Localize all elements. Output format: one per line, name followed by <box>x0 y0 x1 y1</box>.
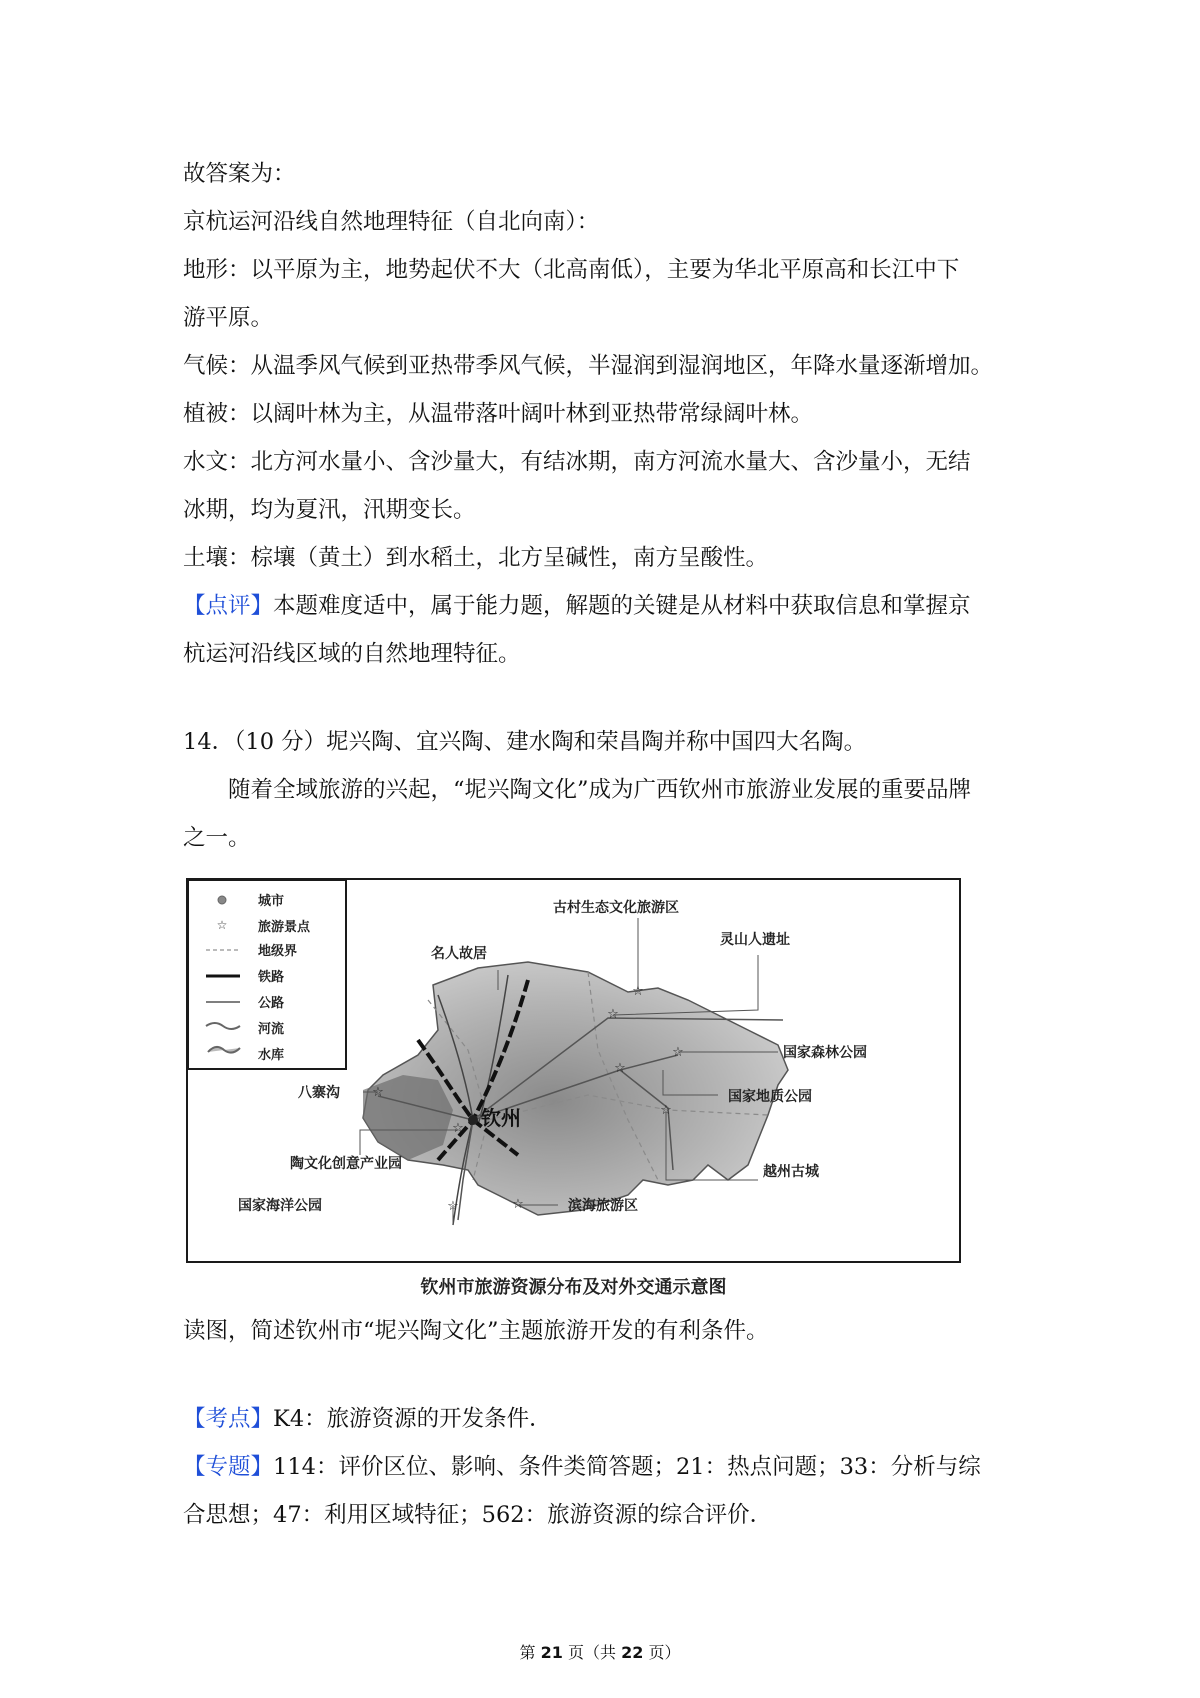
label-yuezhou: 越州古城 <box>763 1164 819 1180</box>
kaodian-tag: 【考点】 <box>183 1406 274 1432</box>
question-14-ask: 读图，简述钦州市“坭兴陶文化”主题旅游开发的有利条件。 <box>183 1318 769 1344</box>
page-footer <box>0 1640 1200 1663</box>
footer-mid: 页（共 <box>567 1643 616 1662</box>
city-marker-qinzhou <box>468 1115 478 1125</box>
footer-total-pages: 22 <box>621 1643 644 1662</box>
label-senlin: 国家森林公园 <box>783 1045 867 1061</box>
comment-line-1 <box>183 582 1028 630</box>
label-mingren: 名人故居 <box>431 946 487 962</box>
hydrology-line-2: 冰期，均为夏汛，汛期变长。 <box>183 497 476 523</box>
legend-river: 河流 <box>258 1022 285 1037</box>
footer-prefix: 第 <box>519 1643 536 1662</box>
legend-road: 公路 <box>258 996 285 1011</box>
svg-text:☆: ☆ <box>614 1061 626 1076</box>
svg-text:☆: ☆ <box>607 1007 619 1022</box>
label-gucun: 古村生态文化旅游区 <box>553 900 679 916</box>
answer-intro: 故答案为： <box>183 161 296 187</box>
kaodian-line <box>183 1395 1028 1443</box>
svg-text:☆: ☆ <box>632 984 644 999</box>
label-binhai: 滨海旅游区 <box>568 1198 638 1214</box>
question-14-para-2: 之一。 <box>183 825 251 851</box>
legend-city: 城市 <box>258 894 285 909</box>
vegetation-line: 植被：以阔叶林为主，从温带落叶阔叶林到亚热带常绿阔叶林。 <box>183 401 814 427</box>
footer-suffix: 页） <box>648 1643 681 1662</box>
label-bazhai: 八寨沟 <box>298 1085 340 1101</box>
svg-text:☆: ☆ <box>672 1045 684 1060</box>
kaodian-text: K4：旅游资源的开发条件． <box>273 1406 552 1432</box>
legend-scenic: 旅游景点 <box>258 920 311 935</box>
zhuanti-text-1: 114：评价区位、影响、条件类简答题；21：热点问题；33：分析与综 <box>273 1454 981 1480</box>
question-14-title: 14．（10 分）坭兴陶、宜兴陶、建水陶和荣昌陶并称中国四大名陶。 <box>183 729 867 755</box>
label-dizhi: 国家地质公园 <box>728 1089 812 1105</box>
label-qinzhou: 钦州 <box>481 1106 521 1130</box>
soil-line: 土壤：棕壤（黄土）到水稻土，北方呈碱性，南方呈酸性。 <box>183 545 769 571</box>
comment-text: 本题难度适中，属于能力题，解题的关键是从材料中获取信息和掌握京 <box>273 593 971 619</box>
document-body <box>183 150 1028 1539</box>
svg-text:☆: ☆ <box>452 1121 464 1136</box>
map-drawing <box>188 880 959 1261</box>
legend-boundary: 地级界 <box>258 944 298 959</box>
svg-text:☆: ☆ <box>216 918 228 932</box>
legend-railway: 铁路 <box>258 970 285 985</box>
zhuanti-tag: 【专题】 <box>183 1454 274 1480</box>
zhuanti-line-1 <box>183 1443 1028 1491</box>
label-lingshan: 灵山人遗址 <box>720 932 790 948</box>
terrain-line-2: 游平原。 <box>183 305 274 331</box>
question-14-para-1: 随着全域旅游的兴起，“坭兴陶文化”成为广西钦州市旅游业发展的重要品牌 <box>228 777 972 803</box>
map-frame <box>186 878 961 1263</box>
svg-text:☆: ☆ <box>660 1103 672 1118</box>
comment-tag: 【点评】 <box>183 593 274 619</box>
map-figure <box>186 878 961 1299</box>
hydrology-line-1: 水文：北方河水量小、含沙量大，有结冰期，南方河流水量大、含沙量小，无结 <box>183 449 971 475</box>
svg-text:☆: ☆ <box>512 1197 524 1212</box>
comment-line-2: 杭运河沿线区域的自然地理特征。 <box>183 641 521 667</box>
answer-heading: 京杭运河沿线自然地理特征（自北向南）： <box>183 209 600 235</box>
label-haiyang: 国家海洋公园 <box>238 1198 322 1214</box>
svg-text:☆: ☆ <box>447 1199 459 1214</box>
footer-page-number: 21 <box>540 1643 563 1662</box>
label-taowenhua: 陶文化创意产业园 <box>290 1156 402 1172</box>
climate-line: 气候：从温季风气候到亚热带季风气候，半湿润到湿润地区，年降水量逐渐增加。 <box>183 353 994 379</box>
svg-text:☆: ☆ <box>372 1085 384 1100</box>
figure-caption: 钦州市旅游资源分布及对外交通示意图 <box>420 1277 727 1298</box>
zhuanti-line-2: 合思想；47：利用区域特征；562：旅游资源的综合评价． <box>183 1502 773 1528</box>
terrain-line-1: 地形：以平原为主，地势起伏不大（北高南低），主要为华北平原高和长江中下 <box>183 257 960 283</box>
legend-reservoir: 水库 <box>258 1048 285 1063</box>
